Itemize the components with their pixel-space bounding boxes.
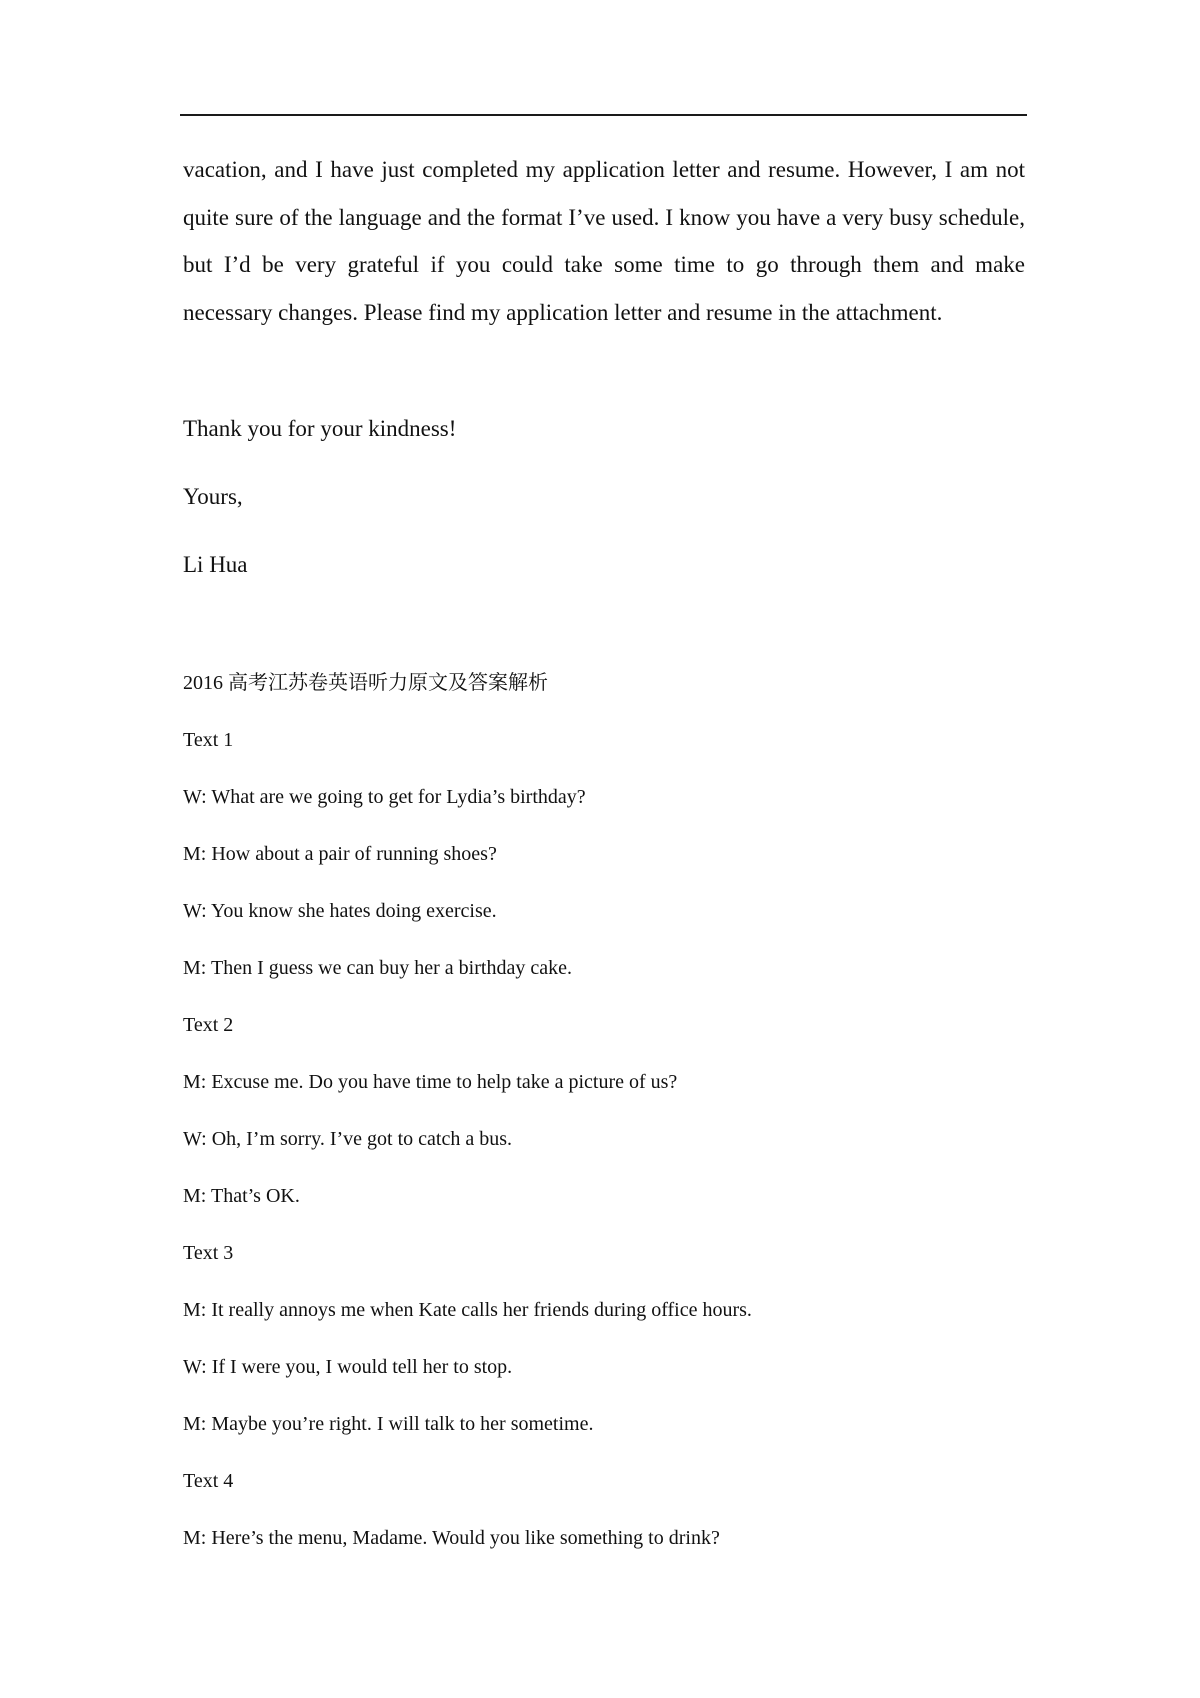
dialogue-line: M: Excuse me. Do you have time to help take a picture of us?: [183, 1071, 678, 1093]
dialogue-line: W: What are we going to get for Lydia’s birthday?: [183, 786, 586, 808]
dialogue-line: M: It really annoys me when Kate calls her friends during office hours.: [183, 1299, 752, 1321]
letter-body-paragraph: vacation, and I have just completed my application letter and resume. However, I am not quite sure of the language and the format I’ve used. I know you have a very busy schedule, but I’d be very grateful if you could take some time to go through them and make necessary changes. Please find my application letter and resume in the attachment.: [183, 157, 1025, 325]
letter-signature: Li Hua: [183, 552, 248, 577]
dialogue-line: M: Here’s the menu, Madame. Would you like something to drink?: [183, 1527, 720, 1549]
transcript-title: 2016 高考江苏卷英语听力原文及答案解析: [183, 672, 548, 694]
text-heading: Text 2: [183, 1014, 234, 1036]
dialogue-line: M: Maybe you’re right. I will talk to her sometime.: [183, 1413, 594, 1435]
dialogue-line: W: If I were you, I would tell her to stop.: [183, 1356, 513, 1378]
dialogue-line: W: You know she hates doing exercise.: [183, 900, 497, 922]
text-heading: Text 4: [183, 1470, 234, 1492]
dialogue-line: W: Oh, I’m sorry. I’ve got to catch a bus.: [183, 1128, 512, 1150]
dialogue-line: M: How about a pair of running shoes?: [183, 843, 497, 865]
letter-thanks: Thank you for your kindness!: [183, 416, 457, 441]
header-rule: [180, 114, 1027, 116]
text-heading: Text 3: [183, 1242, 234, 1264]
letter-closing: Yours,: [183, 484, 243, 509]
text-heading: Text 1: [183, 729, 234, 751]
dialogue-line: M: Then I guess we can buy her a birthday cake.: [183, 957, 572, 979]
dialogue-line: M: That’s OK.: [183, 1185, 300, 1207]
